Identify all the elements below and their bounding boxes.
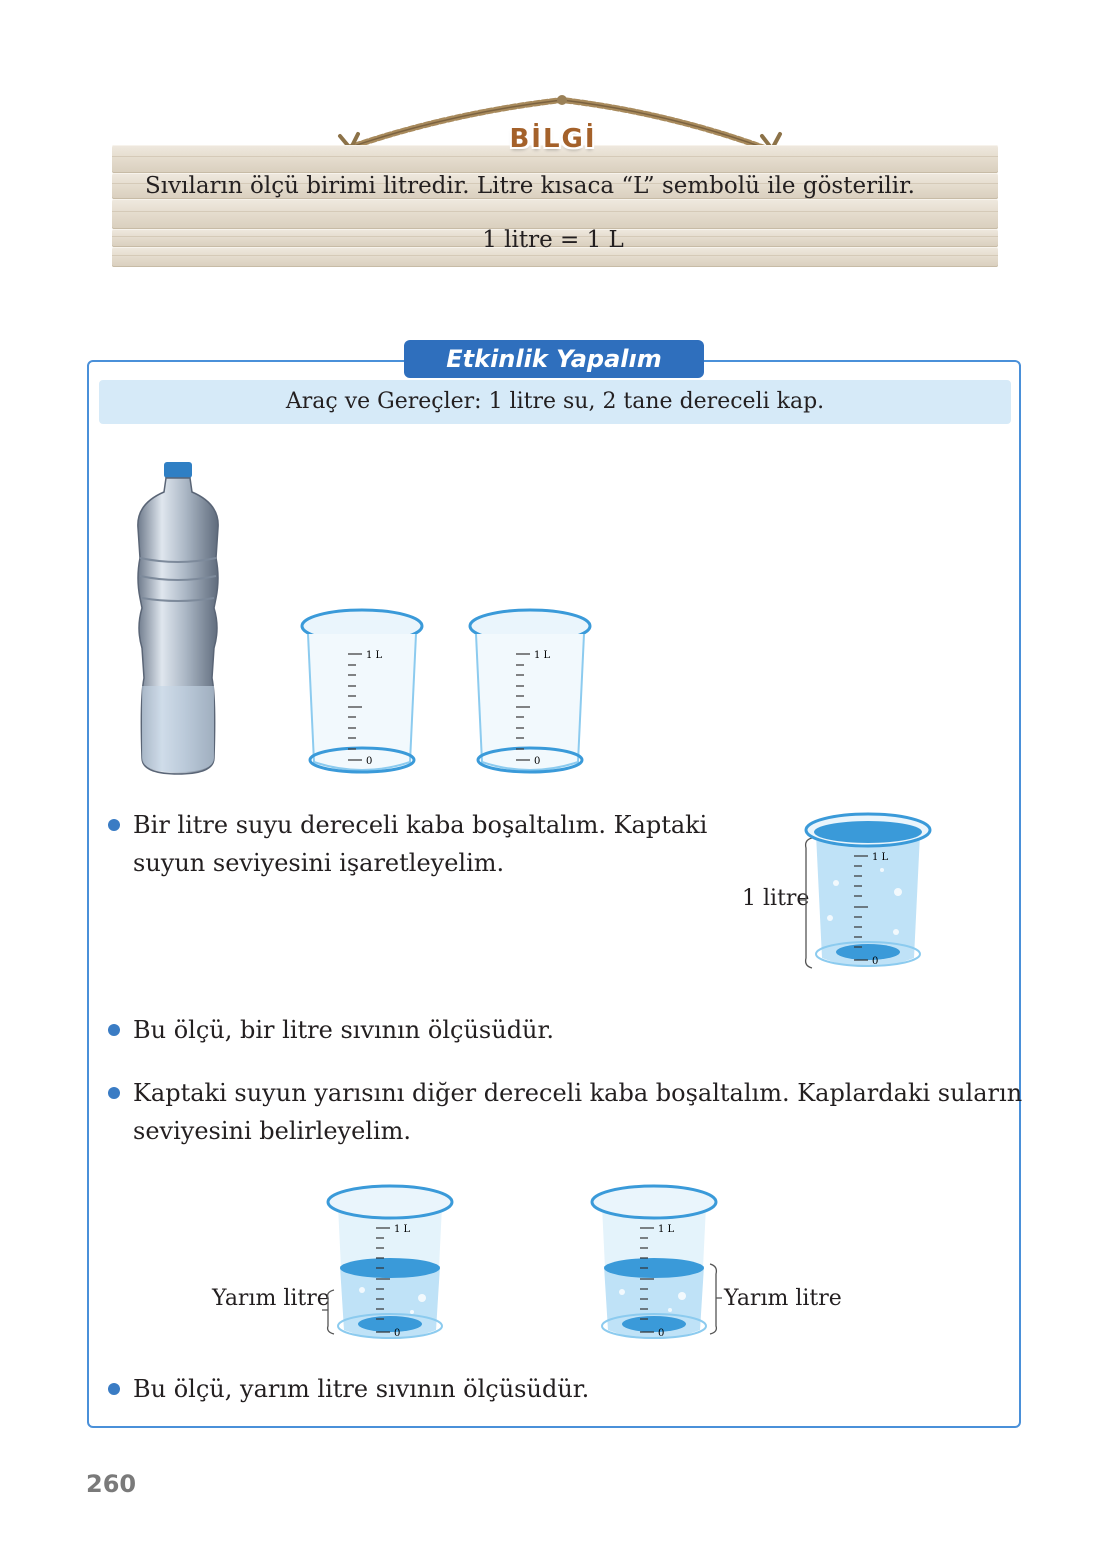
scale-top-label: 1 L (534, 650, 551, 661)
scale-bottom-label: 0 (872, 956, 879, 967)
scale-top-label: 1 L (872, 852, 889, 863)
scale-top-label: 1 L (394, 1224, 411, 1235)
half-beaker-2 (586, 1180, 722, 1350)
full-beaker (800, 808, 936, 978)
scale-top-label: 1 L (658, 1224, 675, 1235)
scale-bottom-label: 0 (394, 1328, 401, 1339)
scale-top-label: 1 L (366, 650, 383, 661)
full-liter-label: 1 litre (742, 886, 810, 911)
empty-beaker-1 (298, 608, 426, 776)
empty-beaker-2 (466, 608, 594, 776)
half-liter-label-left: Yarım litre (212, 1286, 330, 1311)
page-number: 260 (86, 1470, 137, 1498)
bullet (108, 1087, 120, 1099)
activity-title: Etkinlik Yapalım (446, 345, 662, 373)
info-title: BİLGİ (509, 124, 597, 154)
scale-bottom-label: 0 (534, 756, 541, 767)
bullet (108, 1024, 120, 1036)
water-bottle-icon (130, 458, 226, 780)
info-text: Sıvıların ölçü birimi litredir. Litre kısaca “L” sembolü ile gösterilir. (145, 173, 915, 199)
scale-bottom-label: 0 (366, 756, 373, 767)
step1-text: Bir litre suyu dereceli kaba boşaltalım. Kaptaki suyun seviyesini işaretleyelim. (133, 811, 708, 877)
step2-text: Bu ölçü, bir litre sıvının ölçüsüdür. (133, 1016, 554, 1044)
bullet (108, 819, 120, 831)
info-formula: 1 litre = 1 L (482, 227, 624, 253)
half-liter-label-right: Yarım litre (724, 1286, 842, 1311)
bullet (108, 1383, 120, 1395)
half-beaker-1 (322, 1180, 458, 1350)
step3-text: Kaptaki suyun yarısını diğer dereceli kaba boşaltalım. Kaplardaki suların seviyesini belirleyelim. (133, 1079, 1023, 1145)
tools-text: Araç ve Gereçler: 1 litre su, 2 tane dereceli kap. (285, 389, 825, 414)
step4-text: Bu ölçü, yarım litre sıvının ölçüsüdür. (133, 1375, 590, 1403)
scale-bottom-label: 0 (658, 1328, 665, 1339)
